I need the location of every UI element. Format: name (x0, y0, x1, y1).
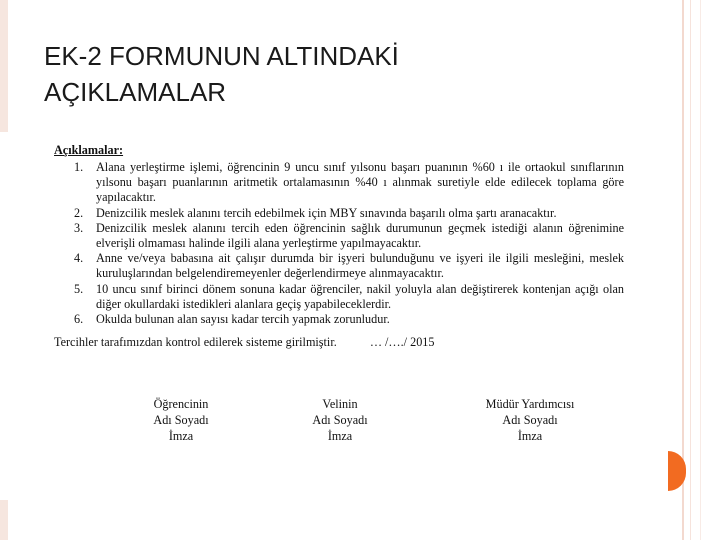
item-text: Alana yerleştirme işlemi, öğrencinin 9 uncu sınıf yılsonu başarı puanının %60 ı ile ortaokul sınıflarının yılsonu başarı puanlarının aritmetik ortalamasının %40 ı alınmak suretiyle elde edilecek toplama göre yapılacaktır. (96, 160, 624, 205)
item-number: 3. (74, 220, 84, 235)
item-text: Okulda bulunan alan sayısı kadar tercih yapmak zorunludur. (96, 312, 390, 327)
list-item (54, 221, 624, 251)
control-statement (54, 335, 624, 350)
explanations-heading: Açıklamalar: (54, 143, 124, 157)
item-number: 1. (74, 160, 84, 174)
slide-title (44, 38, 644, 110)
signature-name-label: Adı Soyadı (153, 413, 209, 427)
signature-sign-label: İmza (327, 429, 353, 443)
signature-name-label: Adı Soyadı (312, 413, 368, 427)
frame-right-line (700, 0, 701, 540)
signature-parent (280, 396, 400, 444)
item-text: Denizcilik meslek alanını tercih eden öğrencinin sağlık durumunun geçmek istediği alanın öğrenimine elverişli olmaması halinde ilgili alana yerleştirme yapılmayacaktır. (96, 220, 624, 251)
item-number: 6. (74, 312, 84, 327)
control-text: Tercihler tarafımızdan kontrol edilerek sisteme girilmiştir. (54, 335, 337, 350)
item-number: 5. (74, 281, 84, 296)
frame-left-bottom (0, 500, 8, 540)
item-number: 2. (74, 205, 84, 220)
slide-title-line1: EK-2 FORMUNUN ALTINDAKİ (44, 41, 399, 71)
date-field: … /…./ 2015 (369, 335, 435, 350)
signature-student (121, 396, 241, 444)
explanations-list (54, 160, 624, 327)
signature-sign-label: İmza (517, 429, 543, 443)
list-item (54, 160, 624, 206)
item-number: 4. (74, 251, 84, 266)
item-text: 10 uncu sınıf birinci dönem sonuna kadar öğrenciler, nakil yoluyla alan değiştirerek kontenjan açığı olan diğer okullardaki istedikleri alanlara geçiş yapabileceklerdir. (96, 281, 624, 311)
slide-title-line2: AÇIKLAMALAR (44, 77, 227, 107)
signature-role: Müdür Yardımcısı (485, 397, 575, 411)
signature-role: Öğrencinin (153, 397, 209, 411)
signature-name-label: Adı Soyadı (502, 413, 558, 427)
list-item (54, 282, 624, 312)
list-item (54, 312, 624, 327)
signature-vice-principal (470, 396, 590, 444)
signature-role: Velinin (322, 397, 358, 411)
list-item (54, 206, 624, 221)
signature-sign-label: İmza (168, 429, 194, 443)
item-text: Anne ve/veya babasına ait çalışır durumda bir işyeri bulunduğunu ve işyeri ile ilgili mesleğini, meslek kuruluşlarından belgelendiremeyenler değerlendirmeye alınmayacaktır. (96, 251, 624, 281)
form-explanations (54, 143, 624, 350)
list-item (54, 251, 624, 281)
frame-right-line (690, 0, 691, 540)
item-text: Denizcilik meslek alanını tercih edebilmek için MBY sınavında başarılı olma şartı aranacaktır. (96, 205, 557, 220)
signature-section (54, 396, 624, 456)
frame-left-top (0, 0, 8, 132)
